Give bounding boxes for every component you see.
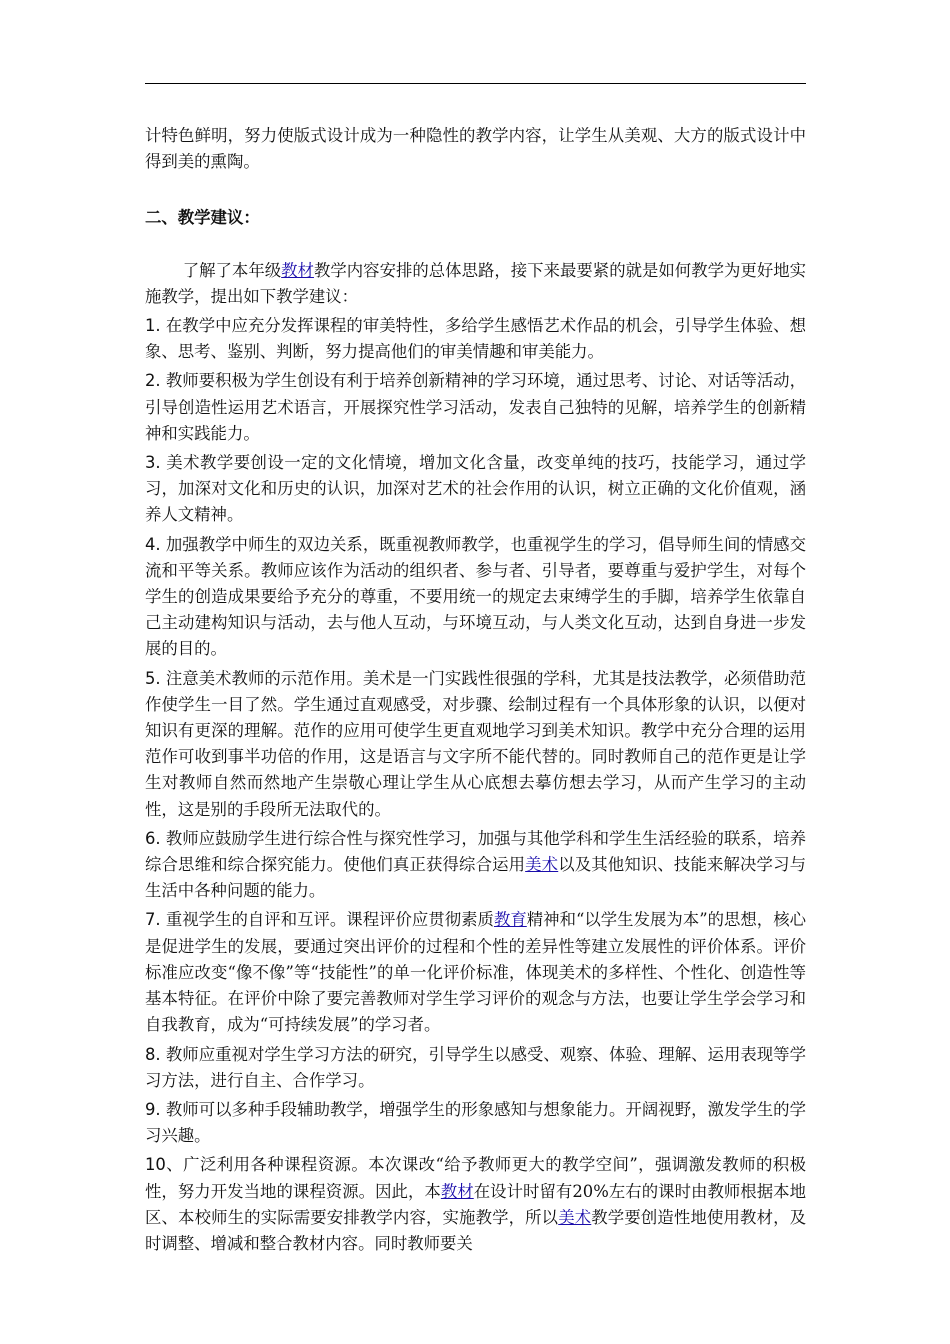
textbook-link[interactable]: 教材 [281, 260, 314, 280]
suggestion-item-10 [145, 1152, 806, 1257]
lead-text-after: 教学内容安排的总体思路，接下来最要紧的就是如何教学为更好地实施教学，提出如下教学建议： [145, 260, 807, 306]
item-number: 9. [145, 1099, 161, 1119]
suggestion-item-4 [145, 532, 806, 663]
lead-paragraph [145, 258, 806, 310]
suggestion-item-7 [145, 907, 806, 1038]
item-text: 注意美术教师的示范作用。美术是一门实践性很强的学科，尤其是技法教学，必须借助范作使学生一目了然。学生通过直观感受，对步骤、绘制过程有一个具体形象的认识，以便对知识有更深的理解。范作的应用可使学生更直观地学习到美术知识。教学中充分合理的运用范作可收到事半功倍的作用，这是语言与文字所不能代替的。同时教师自己的范作更是让学生对教师自然而然地产生崇敬心理让学生从心底想去摹仿想去学习，从而产生学习的主动性，这是别的手段所无法取代的。 [145, 668, 806, 819]
item-number: 7. [145, 910, 161, 930]
item-text-before: 教师应鼓励学生进行综合性与探究性学习，加强与其他学科和学生生活经验的联系，培养综合思维和综合探究能力。使他们真正获得综合运用 [145, 828, 806, 875]
item-text-after: 精神和“以学生发展为本”的思想，核心是促进学生的发展，要通过突出评价的过程和个性的差异性等建立发展性的评价体系。评价标准应改变“像不像”等“技能性”的单一化评价标准，体现美术的多样性、个性化、创造性等基本特征。在评价中除了要完善教师对学生学习评价的观念与方法，也要让学生学会学习和自我教育，成为“可持续发展”的学习者。 [145, 910, 806, 1035]
item-number: 4. [145, 534, 161, 554]
textbook-link[interactable]: 教材 [440, 1181, 474, 1201]
item-number: 3. [145, 453, 161, 473]
item-text: 教师可以多种手段辅助教学，增强学生的形象感知与想象能力。开阔视野，激发学生的学习兴趣。 [145, 1099, 806, 1146]
item-text: 美术教学要创设一定的文化情境，增加文化含量，改变单纯的技巧，技能学习，通过学习，加深对文化和历史的认识，加深对艺术的社会作用的认识，树立正确的文化价值观，涵养人文精神。 [145, 453, 806, 525]
item-text-after: 以及其他知识、技能来解决学习与生活中各种问题的能力。 [145, 855, 807, 901]
item-number: 6. [145, 828, 161, 848]
item-text-before: 重视学生的自评和互评。课程评价应贯彻素质 [160, 910, 494, 930]
suggestion-item-6 [145, 826, 806, 905]
suggestion-item-9 [145, 1097, 806, 1149]
item-text: 在教学中应充分发挥课程的审美特性，多给学生感悟艺术作品的机会，引导学生体验、想象、思考、鉴别、判断，努力提高他们的审美情趣和审美能力。 [145, 316, 806, 362]
intro-paragraph-continuation: 计特色鲜明，努力使版式设计成为一种隐性的教学内容，让学生从美观、大方的版式设计中得到美的熏陶。 [145, 126, 806, 172]
document-body [145, 123, 806, 1257]
item-text: 教师应重视对学生学习方法的研究，引导学生以感受、观察、体验、理解、运用表现等学习方法，进行自主、合作学习。 [145, 1044, 806, 1090]
item-number: 5. [145, 668, 161, 688]
item-text-part2: 在设计时留有20%左右的课时由教师根据本地区、本校师生的实际需要安排教学内容，实施教学，所以 [145, 1181, 807, 1227]
header-rule [145, 83, 806, 84]
education-link[interactable]: 教育 [493, 910, 527, 930]
item-number: 8. [145, 1044, 161, 1064]
suggestion-item-3 [145, 450, 806, 529]
item-number: 1. [145, 316, 161, 336]
art-link[interactable]: 美术 [525, 855, 559, 875]
suggestion-item-8 [145, 1042, 806, 1094]
item-text-part3: 教学要创造性地使用教材，及时调整、增减和整合教材内容。同时教师要关 [145, 1207, 807, 1253]
item-number: 10 [145, 1155, 166, 1175]
item-text: 教师要积极为学生创设有利于培养创新精神的学习环境，通过思考、讨论、对话等活动，引导创造性运用艺术语言，开展探究性学习活动，发表自己独特的见解，培养学生的创新精神和实践能力。 [145, 371, 806, 443]
item-text-part1: 、广泛利用各种课程资源。本次课改“给予教师更大的教学空间”，强调激发教师的积极性，努力开发当地的课程资源。因此，本 [145, 1155, 806, 1201]
item-text: 加强教学中师生的双边关系，既重视教师教学，也重视学生的学习，倡导师生间的情感交流和平等关系。教师应该作为活动的组织者、参与者、引导者，要尊重与爱护学生，对每个学生的创造成果要给予充分的尊重，不要用统一的规定去束缚学生的手脚，培养学生依靠自己主动建构知识与活动，去与他人互动，与环境互动，与人类文化互动，达到自身进一步发展的目的。 [145, 534, 806, 659]
art-link[interactable]: 美术 [558, 1207, 592, 1227]
section-heading: 二、教学建议： [145, 208, 260, 228]
item-number: 2. [145, 371, 161, 391]
suggestion-item-5 [145, 666, 806, 823]
suggestion-item-2 [145, 368, 806, 447]
lead-text-before: 了解了本年级 [182, 260, 282, 280]
suggestion-item-1 [145, 313, 806, 365]
